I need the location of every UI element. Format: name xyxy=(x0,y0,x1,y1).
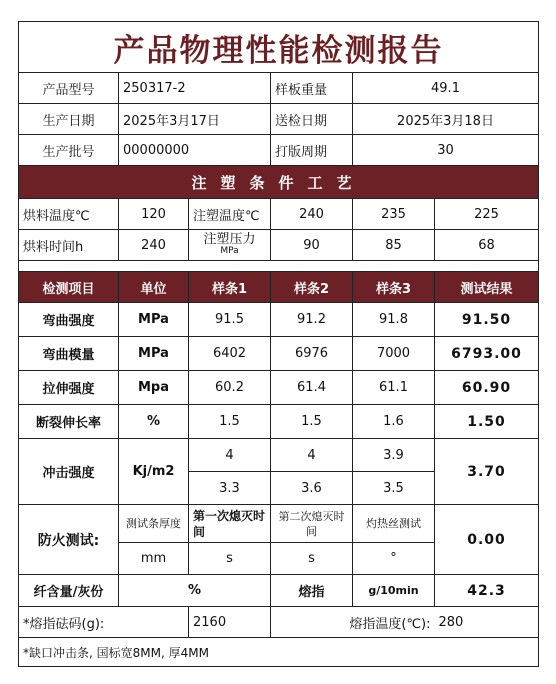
test-unit: Mpa xyxy=(119,371,189,405)
test-result: 91.50 xyxy=(435,303,539,337)
header-result: 测试结果 xyxy=(435,272,539,303)
impact-sample: 4 xyxy=(271,439,353,472)
test-header-row xyxy=(19,272,539,303)
report-sheet xyxy=(18,21,538,667)
test-sample: 91.2 xyxy=(271,303,353,337)
test-item: 断裂伸长率 xyxy=(19,405,119,439)
fire-unit: s xyxy=(271,543,353,575)
test-sample: 1.5 xyxy=(189,405,271,439)
test-sample: 1.5 xyxy=(271,405,353,439)
fire-unit: ° xyxy=(353,543,435,575)
fire-unit: s xyxy=(189,543,271,575)
process-label xyxy=(189,230,271,261)
melt-unit: g/10min xyxy=(353,575,435,607)
info-row xyxy=(19,104,539,135)
info-label: 送检日期 xyxy=(271,104,353,135)
header-sample-1: 样条1 xyxy=(189,272,271,303)
fire-result: 0.00 xyxy=(435,505,539,575)
header-unit: 单位 xyxy=(119,272,189,303)
fire-unit: mm xyxy=(119,543,189,575)
melt-weight-label: *熔指砝码(g): xyxy=(19,607,189,638)
process-label: 注塑温度℃ xyxy=(189,199,271,230)
info-value: 2025年3月18日 xyxy=(353,104,539,135)
info-row xyxy=(19,73,539,104)
impact-result: 3.70 xyxy=(435,439,539,505)
fiber-item: 纤含量/灰份 xyxy=(19,575,119,607)
fire-header-glow-wire: 灼热丝测试 xyxy=(353,505,435,543)
fiber-row xyxy=(19,575,539,607)
spacer xyxy=(19,261,539,272)
header-sample-3: 样条3 xyxy=(353,272,435,303)
test-sample: 6976 xyxy=(271,337,353,371)
fiber-unit: % xyxy=(119,575,271,607)
process-label: 烘料温度℃ xyxy=(19,199,119,230)
pressure-unit: MPa xyxy=(220,246,239,256)
impact-sample: 3.6 xyxy=(271,472,353,505)
test-item: 弯曲模量 xyxy=(19,337,119,371)
impact-sample: 3.3 xyxy=(189,472,271,505)
info-label: 产品型号 xyxy=(19,73,119,104)
process-row xyxy=(19,199,539,230)
melt-label: 熔指 xyxy=(271,575,353,607)
pressure-label: 注塑压力 xyxy=(203,232,256,247)
test-result: 1.50 xyxy=(435,405,539,439)
info-label: 样板重量 xyxy=(271,73,353,104)
info-value: 250317-2 xyxy=(119,73,271,104)
test-unit: MPa xyxy=(119,337,189,371)
test-row xyxy=(19,303,539,337)
report-table xyxy=(18,21,539,667)
impact-item: 冲击强度 xyxy=(19,439,119,505)
footnote: *缺口冲击条, 国标宽8MM, 厚4MM xyxy=(19,638,539,667)
test-item: 拉伸强度 xyxy=(19,371,119,405)
info-label: 生产批号 xyxy=(19,135,119,166)
test-row xyxy=(19,405,539,439)
test-sample: 7000 xyxy=(353,337,435,371)
process-value: 68 xyxy=(435,230,539,261)
impact-unit: Kj/m2 xyxy=(119,439,189,505)
test-sample: 6402 xyxy=(189,337,271,371)
info-value: 00000000 xyxy=(119,135,271,166)
melt-temp-value: 280 xyxy=(435,607,539,638)
test-sample: 91.5 xyxy=(189,303,271,337)
test-sample: 61.1 xyxy=(353,371,435,405)
test-result: 6793.00 xyxy=(435,337,539,371)
process-value: 85 xyxy=(353,230,435,261)
melt-weight-value: 2160 xyxy=(189,607,271,638)
info-row xyxy=(19,135,539,166)
test-unit: MPa xyxy=(119,303,189,337)
process-value: 240 xyxy=(271,199,353,230)
test-sample: 60.2 xyxy=(189,371,271,405)
info-value: 2025年3月17日 xyxy=(119,104,271,135)
process-value: 90 xyxy=(271,230,353,261)
process-value: 240 xyxy=(119,230,189,261)
test-sample: 1.6 xyxy=(353,405,435,439)
fire-item: 防火测试: xyxy=(19,505,119,575)
test-row xyxy=(19,337,539,371)
impact-sample: 4 xyxy=(189,439,271,472)
test-row xyxy=(19,371,539,405)
fire-row xyxy=(19,505,539,543)
process-value: 225 xyxy=(435,199,539,230)
info-label: 生产日期 xyxy=(19,104,119,135)
header-item: 检测项目 xyxy=(19,272,119,303)
test-sample: 91.8 xyxy=(353,303,435,337)
process-row xyxy=(19,230,539,261)
header-sample-2: 样条2 xyxy=(271,272,353,303)
melt-weight-row xyxy=(19,607,539,638)
fire-header-thickness: 测试条厚度 xyxy=(119,505,189,543)
impact-sample: 3.9 xyxy=(353,439,435,472)
process-value: 235 xyxy=(353,199,435,230)
fiber-result: 42.3 xyxy=(435,575,539,607)
impact-row xyxy=(19,439,539,472)
report-title: 产品物理性能检测报告 xyxy=(19,22,539,73)
info-value: 49.1 xyxy=(353,73,539,104)
info-value: 30 xyxy=(353,135,539,166)
fire-header-first: 第一次熄灭时间 xyxy=(189,505,271,543)
test-item: 弯曲强度 xyxy=(19,303,119,337)
process-label: 烘料时间h xyxy=(19,230,119,261)
test-result: 60.90 xyxy=(435,371,539,405)
process-section-title: 注塑条件工艺 xyxy=(19,166,539,199)
info-label: 打版周期 xyxy=(271,135,353,166)
melt-temp-label: 熔指温度(℃): xyxy=(271,607,435,638)
process-value: 120 xyxy=(119,199,189,230)
impact-sample: 3.5 xyxy=(353,472,435,505)
test-unit: % xyxy=(119,405,189,439)
test-sample: 61.4 xyxy=(271,371,353,405)
fire-header-second: 第二次熄灭时间 xyxy=(271,505,353,543)
